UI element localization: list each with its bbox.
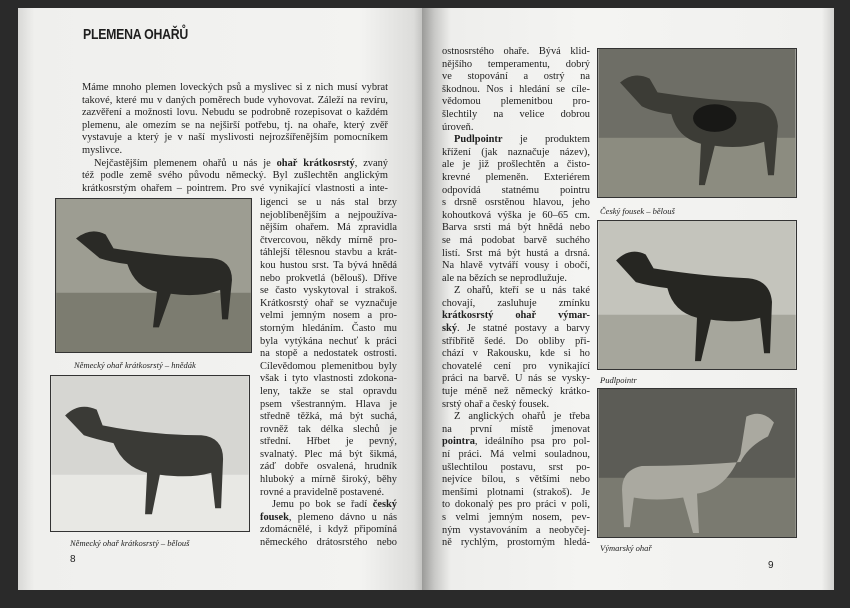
text-segment: krevné plemeněn. Exteriérem bbox=[442, 171, 590, 183]
text-segment: ligenci se u nás stal brzy bbox=[260, 197, 397, 208]
text-segment: zazvěření a možnosti lovu. Nebudu se podrobně rozepisovat o každém bbox=[82, 107, 388, 119]
text-line bbox=[260, 399, 397, 412]
text-line bbox=[260, 323, 397, 336]
text-segment: na stopě a nedostatek ostrosti. bbox=[260, 348, 397, 360]
text-segment: táhlejší tělesnou stavbu a krát- bbox=[260, 247, 397, 259]
text-segment: nejoblíbenějším a nejpoužíva- bbox=[260, 209, 397, 221]
text-line bbox=[442, 159, 590, 172]
text-line bbox=[260, 210, 397, 223]
text-segment: to dokonalý pes pro práci v poli, bbox=[442, 499, 590, 511]
text-segment: ní práci. Má velmi souladnou, bbox=[442, 449, 590, 460]
text-line bbox=[82, 107, 388, 120]
right-page bbox=[422, 8, 834, 590]
text-line bbox=[442, 273, 590, 286]
text-line bbox=[442, 386, 590, 399]
bold-term: ský bbox=[442, 323, 458, 335]
text-segment: vědomou plemenitbou pro- bbox=[442, 96, 590, 108]
text-line bbox=[260, 336, 397, 349]
text-segment: Jemu po bok se řadí bbox=[272, 499, 373, 511]
text-line bbox=[442, 134, 590, 147]
text-line bbox=[442, 373, 590, 386]
text-line bbox=[442, 449, 590, 462]
text-segment: vystavuje a který je v naší myslivosti nejrozšířenějším pomocníkem bbox=[82, 132, 388, 144]
text-line bbox=[442, 310, 590, 323]
text-segment: nebo prokvetlá (bělouš). Dříve bbox=[260, 272, 397, 284]
text-segment: rovné a pravidelně postavené. bbox=[260, 486, 385, 498]
text-segment: ve stopování a ostrý na bbox=[442, 71, 590, 83]
text-line bbox=[260, 537, 397, 550]
right-text-column bbox=[442, 46, 590, 550]
bold-term: pointra bbox=[442, 436, 475, 448]
photo-caption: Výmarský ohař bbox=[600, 543, 652, 553]
text-segment: s drsně osrstěnou hlavou, jeho bbox=[442, 197, 590, 209]
bold-term: český bbox=[372, 499, 397, 511]
text-segment: kou hustou srst. Ta bývá hnědá bbox=[260, 259, 397, 271]
text-segment: . Je statné postavy a barvy bbox=[457, 323, 590, 335]
text-segment: storným hledáním. Často mu bbox=[260, 322, 397, 334]
text-line bbox=[260, 260, 397, 273]
text-segment: , ideálního psa pro pol- bbox=[474, 436, 590, 448]
text-line bbox=[442, 122, 590, 135]
text-segment: střední. Hřbet je pevný, bbox=[260, 436, 397, 448]
text-line bbox=[260, 436, 397, 449]
text-line bbox=[260, 361, 397, 374]
text-line bbox=[260, 512, 397, 525]
text-line bbox=[442, 84, 590, 97]
photo-caption: Německý ohař krátkosrstý – bělouš bbox=[70, 538, 190, 548]
dog-image bbox=[598, 389, 796, 537]
text-segment: však i tyto vlastnosti zdokona- bbox=[260, 373, 397, 385]
text-segment: nejvíce bílou, s většími nebo bbox=[442, 474, 590, 486]
text-segment: je produktem bbox=[502, 134, 590, 146]
left-text-column bbox=[260, 197, 397, 550]
text-line bbox=[442, 474, 590, 487]
dog-image bbox=[56, 199, 251, 352]
text-line bbox=[260, 235, 397, 248]
text-segment: Barva srsti má být hnědá nebo bbox=[442, 222, 590, 234]
text-line bbox=[442, 96, 590, 109]
bold-term: krátkosrstý ohař výmar- bbox=[442, 310, 590, 322]
text-line bbox=[82, 120, 388, 133]
text-line bbox=[82, 183, 388, 196]
text-segment: kohoutková výška je 60–65 cm. bbox=[442, 209, 590, 221]
text-line bbox=[260, 499, 397, 512]
text-line bbox=[82, 145, 388, 158]
text-segment: zdomácnělé, i když připomíná bbox=[260, 524, 397, 536]
text-line bbox=[260, 310, 397, 323]
text-line bbox=[442, 235, 590, 248]
text-segment: stříbřitě šedé. Do obliby při- bbox=[442, 335, 590, 347]
text-segment: Krátkosrstý ohař se vyznačuje bbox=[260, 297, 397, 309]
text-segment: nějšího temperamentu, dobrý bbox=[442, 58, 590, 70]
bold-term: fousek bbox=[260, 511, 289, 523]
text-line bbox=[442, 436, 590, 449]
text-segment: škodnou. Nos i hledání se cíle- bbox=[442, 83, 590, 95]
text-segment: s velmi jemným nosem, pev- bbox=[442, 511, 590, 523]
text-segment: Na hlavě vytváří vousy i obočí, bbox=[442, 260, 590, 272]
bold-term: ohař krátkosrstý bbox=[276, 157, 355, 169]
text-segment: psem všestranným. Hlava je bbox=[260, 398, 397, 410]
text-segment: svalnatý. Plec má být šikmá, bbox=[260, 448, 397, 460]
text-line bbox=[442, 71, 590, 84]
text-line bbox=[442, 298, 590, 311]
text-segment: úroveň. bbox=[442, 121, 474, 133]
text-line bbox=[442, 222, 590, 235]
text-line bbox=[442, 399, 590, 412]
text-segment: ným vystavováním a neobyčej- bbox=[442, 524, 590, 536]
text-line bbox=[442, 185, 590, 198]
text-line bbox=[260, 424, 397, 437]
text-segment: na první místě jmenovat bbox=[442, 423, 590, 435]
text-line bbox=[442, 210, 590, 223]
text-line bbox=[260, 197, 397, 210]
text-line bbox=[442, 525, 590, 538]
text-segment: křížení (jak naznačuje název), bbox=[442, 146, 590, 158]
text-segment: ušlechtilou postavu, srst po- bbox=[442, 461, 590, 473]
text-line bbox=[442, 147, 590, 160]
text-line bbox=[442, 424, 590, 437]
text-segment: srstý ohař a český fousek. bbox=[442, 398, 550, 410]
text-line bbox=[260, 285, 397, 298]
text-segment: ně rychlým, prostorným hledá- bbox=[442, 537, 590, 549]
text-line bbox=[260, 348, 397, 361]
photo-cesky-fousek bbox=[597, 48, 797, 198]
bold-term: Pudlpointr bbox=[454, 134, 503, 146]
text-segment: Z ohařů, kteří se u nás také bbox=[454, 285, 590, 297]
text-line bbox=[260, 298, 397, 311]
text-segment: tuje méně než německý krátko- bbox=[442, 386, 590, 398]
photo-caption: Pudlpointr bbox=[600, 375, 637, 385]
text-line bbox=[442, 462, 590, 475]
text-segment: Cílevědomou plemenitbou byly bbox=[260, 360, 397, 372]
text-line bbox=[260, 524, 397, 537]
text-segment: velmi jemným nosem a pro- bbox=[260, 310, 397, 322]
text-line bbox=[442, 487, 590, 500]
text-line bbox=[442, 172, 590, 185]
text-line bbox=[260, 474, 397, 487]
text-segment: byla vytýkána nechuť k práci bbox=[260, 335, 397, 347]
dog-image bbox=[598, 49, 796, 197]
text-segment: ale na bězích se neprodlužuje. bbox=[442, 272, 567, 284]
text-segment: se často vyskytoval i strakoš. bbox=[260, 285, 397, 297]
photo-caption: Německý ohař krátkosrstý – hnědák bbox=[74, 360, 196, 370]
chapter-title: PLEMENA OHAŘŮ bbox=[83, 26, 188, 43]
page-number: 9 bbox=[768, 560, 774, 571]
text-segment: , zvaný bbox=[354, 157, 389, 169]
text-segment: nějším ohařem. Má zpravidla bbox=[260, 222, 397, 234]
text-line bbox=[442, 348, 590, 361]
intro-paragraph bbox=[82, 82, 388, 195]
text-segment: listí. Srst má být hustá a drsná. bbox=[442, 247, 590, 259]
text-line bbox=[82, 95, 388, 108]
text-segment: též podle země svého původu německý. Byl zušlechtěn anglickým bbox=[82, 170, 388, 182]
photo-caption: Český fousek – bělouš bbox=[600, 206, 675, 216]
text-line bbox=[442, 361, 590, 374]
text-line bbox=[442, 537, 590, 550]
text-line bbox=[82, 82, 388, 95]
text-line bbox=[442, 411, 590, 424]
text-segment: práci na barvě. U nás se vysky- bbox=[442, 373, 590, 385]
text-segment: se má podobat barvě suchého bbox=[442, 234, 590, 246]
text-line bbox=[442, 46, 590, 59]
text-line bbox=[442, 285, 590, 298]
text-line bbox=[260, 461, 397, 474]
text-line bbox=[260, 487, 397, 500]
text-line bbox=[442, 512, 590, 525]
text-line bbox=[442, 336, 590, 349]
text-segment: Z anglických ohařů je třeba bbox=[454, 411, 590, 423]
text-line bbox=[260, 247, 397, 260]
text-segment: čtvercovou, někdy mírně pro- bbox=[260, 234, 397, 246]
photo-shorthaired-pointer-roan bbox=[50, 375, 250, 532]
text-line bbox=[442, 109, 590, 122]
text-segment: chovatelé cení pro vynikající bbox=[442, 360, 590, 372]
text-segment: rovněž tak délka slechů je bbox=[260, 423, 397, 435]
text-line bbox=[82, 132, 388, 145]
text-segment: plemenu, ale omezím se na nejširší potřebu, tj. na ohaře, který zvěř bbox=[82, 119, 388, 131]
text-segment: odpovídá statnému pointru bbox=[442, 184, 590, 196]
dog-image bbox=[598, 221, 796, 369]
text-segment: takové, které mu v daných poměrech bude vyhovovat. Záleží na revíru, bbox=[82, 94, 388, 106]
text-segment: myslivce. bbox=[82, 144, 123, 156]
text-line bbox=[442, 323, 590, 336]
text-segment: Nejčastějším plemenem ohařů u nás je bbox=[94, 157, 277, 169]
text-line bbox=[260, 222, 397, 235]
text-line bbox=[442, 248, 590, 261]
photo-shorthaired-pointer-brown bbox=[55, 198, 252, 353]
text-segment: , plemeno dávno u nás bbox=[288, 511, 397, 523]
dog-image bbox=[51, 376, 249, 531]
page-number: 8 bbox=[70, 554, 76, 565]
text-line bbox=[260, 411, 397, 424]
text-line bbox=[260, 273, 397, 286]
photo-pudlpointr bbox=[597, 220, 797, 370]
text-line bbox=[260, 449, 397, 462]
text-line bbox=[82, 158, 388, 171]
left-page bbox=[18, 8, 422, 590]
photo-vymarsky-ohar bbox=[597, 388, 797, 538]
text-segment: chovají, zasluhuje zmínku bbox=[442, 297, 590, 309]
text-segment: ostnosrstého ohaře. Bývá klid- bbox=[442, 46, 590, 57]
text-segment: Máme mnoho plemen loveckých psů a myslivec si z nich musí vybrat bbox=[82, 82, 388, 93]
text-line bbox=[442, 59, 590, 72]
text-segment: leny, takže se stal opravdu bbox=[260, 385, 397, 397]
text-segment: šlechtily na velice dobrou bbox=[442, 108, 590, 120]
text-line bbox=[442, 197, 590, 210]
text-segment: záď dobře osvalená, hrudník bbox=[260, 461, 397, 473]
text-line bbox=[260, 386, 397, 399]
text-line bbox=[442, 499, 590, 512]
text-line bbox=[260, 373, 397, 386]
text-segment: středně těžká, má být suchá, bbox=[260, 411, 397, 423]
text-segment: chází v Rakousku, kde si ho bbox=[442, 348, 590, 360]
text-segment: hluboký a mírně široký, běhy bbox=[260, 474, 397, 486]
text-segment: německého drátosrstého nebo bbox=[260, 537, 397, 549]
text-segment: menšími plotnami (strakoš). Je bbox=[442, 486, 590, 498]
text-segment: ale je již prošlechtěn a čisto- bbox=[442, 159, 590, 171]
text-line bbox=[82, 170, 388, 183]
text-line bbox=[442, 260, 590, 273]
text-segment: krátkosrstým ohařem – pointrem. Pro své vynikající vlastnosti a inte- bbox=[82, 182, 388, 194]
